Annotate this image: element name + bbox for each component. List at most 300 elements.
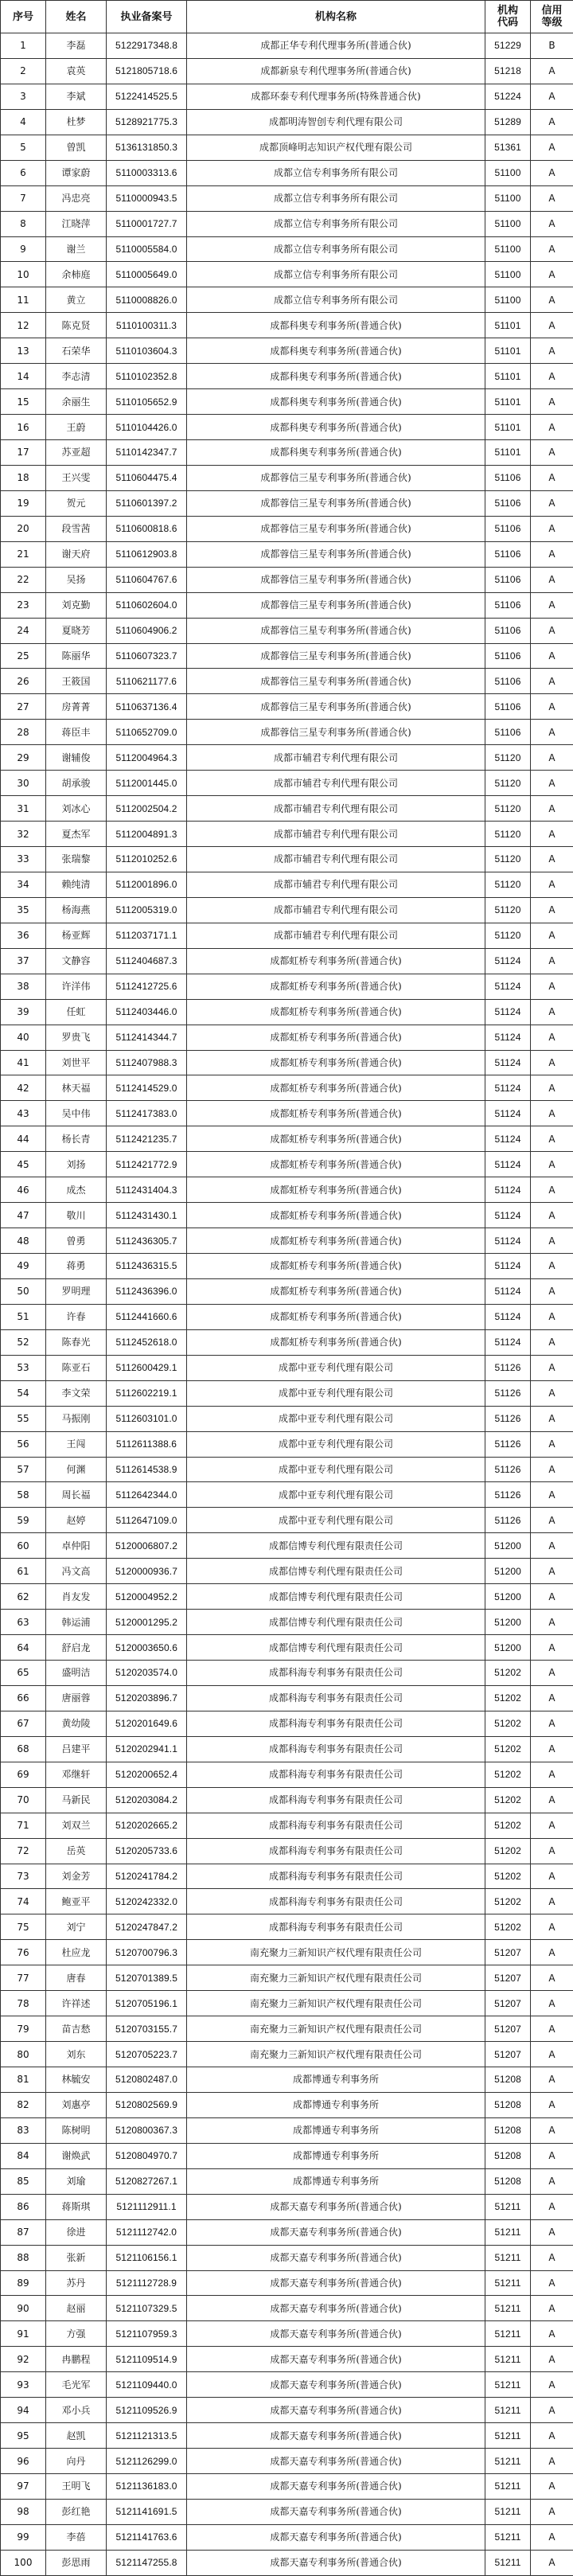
institution-name: 成都科奥专利事务所(普通合伙) [187,415,485,440]
table-row [1,1940,573,1965]
agent-name: 冯忠亮 [46,185,107,211]
institution-name: 成都天嘉专利事务所(普通合伙) [187,2449,485,2474]
table-row [1,1685,573,1711]
institution-name: 成都中亚专利代理有限公司 [187,1406,485,1431]
row-index: 90 [1,2296,46,2321]
row-index: 98 [1,2499,46,2524]
credit-grade: A [531,720,573,745]
row-index: 50 [1,1278,46,1304]
table-row [1,1203,573,1228]
header-registration-no: 执业备案号 [107,1,187,33]
credit-grade: A [531,287,573,313]
institution-name: 成都天嘉专利事务所(普通合伙) [187,2499,485,2524]
institution-code: 51211 [485,2270,531,2296]
agent-name: 文静容 [46,948,107,974]
row-index: 44 [1,1126,46,1152]
row-index: 47 [1,1203,46,1228]
credit-grade: A [531,2245,573,2270]
institution-name: 成都中亚专利代理有限公司 [187,1431,485,1457]
agent-name: 许春 [46,1304,107,1329]
registration-number: 5112412725.6 [107,974,187,999]
credit-grade: A [531,1355,573,1380]
registration-number: 5112404687.3 [107,948,187,974]
agent-name: 韩运浦 [46,1610,107,1635]
table-row [1,1355,573,1380]
institution-code: 51100 [485,287,531,313]
row-index: 67 [1,1711,46,1736]
credit-grade: A [531,109,573,135]
agent-name: 刘克勤 [46,592,107,618]
agent-name: 吴中伟 [46,1101,107,1126]
registration-number: 5120202665.2 [107,1813,187,1838]
agent-name: 杜应龙 [46,1940,107,1965]
row-index: 21 [1,541,46,567]
institution-name: 成都天嘉专利事务所(普通合伙) [187,2398,485,2423]
institution-code: 51229 [485,33,531,59]
registration-number: 5121107329.5 [107,2296,187,2321]
institution-code: 51120 [485,847,531,872]
institution-code: 51211 [485,2474,531,2500]
row-index: 71 [1,1813,46,1838]
table-row [1,2296,573,2321]
agent-name: 谢兰 [46,236,107,262]
institution-name: 成都博通专利事务所 [187,2143,485,2168]
registration-number: 5112647109.0 [107,1508,187,1533]
row-index: 20 [1,516,46,541]
registration-number: 5121109526.9 [107,2398,187,2423]
agent-name: 杨海燕 [46,897,107,923]
agent-name: 唐丽蓉 [46,1685,107,1711]
institution-name: 成都天嘉专利事务所(普通合伙) [187,2194,485,2219]
credit-grade: A [531,541,573,567]
row-index: 40 [1,1025,46,1050]
agent-name: 周长福 [46,1482,107,1508]
institution-name: 成都虹桥专利事务所(普通合伙) [187,1203,485,1228]
institution-name: 成都虹桥专利事务所(普通合伙) [187,974,485,999]
header-index: 序号 [1,1,46,33]
institution-name: 成都蓉信三星专利事务所(普通合伙) [187,592,485,618]
table-row [1,2219,573,2245]
institution-name: 成都市辅君专利代理有限公司 [187,872,485,897]
row-index: 57 [1,1457,46,1482]
registration-number: 5120700796.3 [107,1940,187,1965]
registration-number: 5120705196.1 [107,1991,187,2016]
institution-name: 成都中亚专利代理有限公司 [187,1508,485,1533]
table-row [1,2499,573,2524]
credit-grade: A [531,897,573,923]
credit-grade: A [531,2016,573,2042]
institution-name: 成都市辅君专利代理有限公司 [187,822,485,847]
agent-name: 敬川 [46,1203,107,1228]
table-row [1,2524,573,2550]
table-row [1,1736,573,1762]
institution-code: 51120 [485,745,531,771]
institution-name: 成都立信专利事务所有限公司 [187,160,485,185]
registration-number: 5121112911.1 [107,2194,187,2219]
credit-grade: A [531,1635,573,1661]
table-row [1,516,573,541]
row-index: 1 [1,33,46,59]
institution-code: 51218 [485,58,531,84]
row-index: 48 [1,1228,46,1254]
agent-name: 陈克贤 [46,313,107,338]
table-row [1,1508,573,1533]
registration-number: 5120705223.7 [107,2042,187,2067]
registration-number: 5121109514.9 [107,2347,187,2372]
registration-number: 5120004952.2 [107,1584,187,1610]
credit-grade: A [531,1762,573,1787]
institution-code: 51224 [485,84,531,109]
table-row [1,1457,573,1482]
institution-code: 51200 [485,1533,531,1559]
registration-number: 5112603101.0 [107,1406,187,1431]
agent-name: 杨长青 [46,1126,107,1152]
table-row [1,84,573,109]
table-row [1,389,573,415]
table-row [1,1025,573,1050]
row-index: 14 [1,364,46,389]
institution-name: 成都市辅君专利代理有限公司 [187,897,485,923]
credit-grade: A [531,1965,573,1991]
agent-name: 陈丽华 [46,643,107,669]
agent-name: 赵婷 [46,1508,107,1533]
credit-grade: A [531,1101,573,1126]
agent-name: 赵凯 [46,2423,107,2449]
agent-name: 王明飞 [46,2474,107,2500]
institution-name: 成都科海专利事务有限责任公司 [187,1711,485,1736]
agent-name: 冉鹏程 [46,2347,107,2372]
institution-code: 51101 [485,313,531,338]
table-row [1,541,573,567]
agent-name: 岳英 [46,1838,107,1864]
agent-name: 罗贵飞 [46,1025,107,1050]
table-row [1,1991,573,2016]
registration-number: 5110001727.7 [107,211,187,236]
credit-grade: A [531,2347,573,2372]
registration-number: 5112452618.0 [107,1329,187,1355]
row-index: 41 [1,1050,46,1075]
agent-name: 成杰 [46,1177,107,1203]
row-index: 9 [1,236,46,262]
registration-number: 5120247847.2 [107,1914,187,1940]
agent-name: 任虹 [46,999,107,1025]
agent-name: 唐春 [46,1965,107,1991]
registration-number: 5110000943.5 [107,185,187,211]
institution-code: 51211 [485,2524,531,2550]
institution-name: 成都市辅君专利代理有限公司 [187,771,485,796]
agent-name: 余丽生 [46,389,107,415]
institution-code: 51202 [485,1838,531,1864]
row-index: 30 [1,771,46,796]
row-index: 76 [1,1940,46,1965]
agent-name: 房菁菁 [46,694,107,720]
registration-number: 5112421772.9 [107,1152,187,1177]
row-index: 46 [1,1177,46,1203]
institution-name: 成都蓉信三星专利事务所(普通合伙) [187,490,485,516]
credit-grade: A [531,160,573,185]
institution-name: 成都明涛智创专利代理有限公司 [187,109,485,135]
registration-number: 5121109440.0 [107,2372,187,2398]
institution-code: 51100 [485,185,531,211]
agent-name: 赵丽 [46,2296,107,2321]
credit-grade: A [531,567,573,592]
registration-number: 5110600818.6 [107,516,187,541]
credit-grade: A [531,1508,573,1533]
table-row [1,1661,573,1686]
agent-name: 谢天府 [46,541,107,567]
table-row [1,567,573,592]
header-institution-code [485,1,531,33]
institution-code: 51200 [485,1635,531,1661]
credit-grade: A [531,1177,573,1203]
credit-grade: A [531,2270,573,2296]
row-index: 38 [1,974,46,999]
credit-grade: A [531,1787,573,1813]
table-row [1,1228,573,1254]
credit-grade: A [531,313,573,338]
row-index: 8 [1,211,46,236]
registration-number: 5112037171.1 [107,923,187,948]
table-row [1,2168,573,2194]
table-row [1,643,573,669]
credit-grade: A [531,2372,573,2398]
registration-number: 5120701389.5 [107,1965,187,1991]
institution-name: 成都蓉信三星专利事务所(普通合伙) [187,643,485,669]
credit-grade: A [531,262,573,287]
agent-name: 向丹 [46,2449,107,2474]
agent-name: 林天福 [46,1075,107,1101]
table-row [1,1406,573,1431]
credit-grade: A [531,2398,573,2423]
institution-name: 成都虹桥专利事务所(普通合伙) [187,1126,485,1152]
institution-name: 成都中亚专利代理有限公司 [187,1380,485,1406]
institution-name: 成都天嘉专利事务所(普通合伙) [187,2347,485,2372]
row-index: 55 [1,1406,46,1431]
institution-name: 成都信博专利代理有限责任公司 [187,1610,485,1635]
institution-code: 51208 [485,2143,531,2168]
credit-grade: A [531,2423,573,2449]
registration-number: 5112002504.2 [107,796,187,822]
institution-name: 成都天嘉专利事务所(普通合伙) [187,2219,485,2245]
institution-name: 成都虹桥专利事务所(普通合伙) [187,1075,485,1101]
row-index: 61 [1,1559,46,1584]
institution-name: 成都虹桥专利事务所(普通合伙) [187,1278,485,1304]
credit-grade: A [531,1482,573,1508]
row-index: 32 [1,822,46,847]
header-code-line2: 代码 [487,17,528,29]
agent-name: 马振刚 [46,1406,107,1431]
credit-grade: A [531,1380,573,1406]
row-index: 58 [1,1482,46,1508]
row-index: 74 [1,1889,46,1914]
institution-name: 成都科奥专利事务所(普通合伙) [187,313,485,338]
row-index: 3 [1,84,46,109]
registration-number: 5120203574.0 [107,1661,187,1686]
table-row [1,2372,573,2398]
institution-code: 51207 [485,2042,531,2067]
registration-number: 5110142347.7 [107,440,187,466]
institution-code: 51202 [485,1762,531,1787]
institution-code: 51211 [485,2321,531,2347]
row-index: 93 [1,2372,46,2398]
row-index: 29 [1,745,46,771]
agent-name: 罗明理 [46,1278,107,1304]
row-index: 81 [1,2067,46,2093]
institution-name: 成都市辅君专利代理有限公司 [187,847,485,872]
registration-number: 5110008826.0 [107,287,187,313]
registration-number: 5112001896.0 [107,872,187,897]
table-row [1,415,573,440]
registration-number: 5112600429.1 [107,1355,187,1380]
institution-code: 51101 [485,440,531,466]
agent-name: 李磊 [46,33,107,59]
registration-number: 5112436305.7 [107,1228,187,1254]
agent-name: 刘惠亭 [46,2092,107,2117]
credit-grade: A [531,440,573,466]
registration-number: 5121141763.6 [107,2524,187,2550]
institution-name: 成都科奥专利事务所(普通合伙) [187,389,485,415]
row-index: 88 [1,2245,46,2270]
table-row [1,490,573,516]
row-index: 5 [1,135,46,160]
registration-number: 5112010252.6 [107,847,187,872]
registration-number: 5112431430.1 [107,1203,187,1228]
row-index: 11 [1,287,46,313]
credit-grade: A [531,822,573,847]
table-row [1,2321,573,2347]
table-row [1,1431,573,1457]
institution-code: 51124 [485,1177,531,1203]
row-index: 99 [1,2524,46,2550]
institution-code: 51124 [485,999,531,1025]
row-index: 31 [1,796,46,822]
agent-name: 谢焕武 [46,2143,107,2168]
institution-name: 成都虹桥专利事务所(普通合伙) [187,1228,485,1254]
agent-name: 刘冰心 [46,796,107,822]
institution-name: 成都博通专利事务所 [187,2168,485,2194]
registration-number: 5112436315.5 [107,1254,187,1279]
row-index: 7 [1,185,46,211]
institution-name: 成都虹桥专利事务所(普通合伙) [187,1177,485,1203]
row-index: 62 [1,1584,46,1610]
institution-name: 成都科海专利事务有限责任公司 [187,1661,485,1686]
table-row [1,2245,573,2270]
institution-code: 51124 [485,1304,531,1329]
registration-number: 5112407988.3 [107,1050,187,1075]
registration-number: 5112642344.0 [107,1482,187,1508]
table-row [1,313,573,338]
agent-name: 吕建平 [46,1736,107,1762]
institution-code: 51106 [485,541,531,567]
credit-grade: A [531,2524,573,2550]
credit-grade: A [531,1329,573,1355]
credit-grade: A [531,618,573,643]
credit-grade: A [531,1126,573,1152]
credit-grade: A [531,1584,573,1610]
institution-code: 51211 [485,2372,531,2398]
institution-name: 成都虹桥专利事务所(普通合伙) [187,999,485,1025]
institution-code: 51124 [485,948,531,974]
table-row [1,1889,573,1914]
credit-grade: A [531,771,573,796]
table-row [1,618,573,643]
credit-grade: A [531,2194,573,2219]
registration-number: 5112441660.6 [107,1304,187,1329]
registration-number: 5120006807.2 [107,1533,187,1559]
table-row [1,720,573,745]
registration-number: 5121126299.0 [107,2449,187,2474]
institution-code: 51211 [485,2550,531,2575]
credit-grade: A [531,338,573,364]
registration-number: 5110607323.7 [107,643,187,669]
agent-name: 黄立 [46,287,107,313]
table-row [1,1152,573,1177]
row-index: 26 [1,669,46,694]
table-row [1,160,573,185]
institution-code: 51101 [485,415,531,440]
institution-name: 成都天嘉专利事务所(普通合伙) [187,2372,485,2398]
row-index: 80 [1,2042,46,2067]
header-row [1,1,573,33]
agent-name: 陈树明 [46,2117,107,2143]
agent-name: 盛明洁 [46,1661,107,1686]
table-row [1,2067,573,2093]
registration-number: 5121136183.0 [107,2474,187,2500]
agent-name: 石荣华 [46,338,107,364]
institution-name: 成都科海专利事务有限责任公司 [187,1787,485,1813]
table-row [1,2423,573,2449]
institution-code: 51202 [485,1685,531,1711]
row-index: 69 [1,1762,46,1787]
institution-code: 51106 [485,669,531,694]
table-row [1,1482,573,1508]
institution-code: 51202 [485,1889,531,1914]
institution-code: 51126 [485,1380,531,1406]
agent-name: 刘宁 [46,1914,107,1940]
institution-name: 成都蓉信三星专利事务所(普通合伙) [187,567,485,592]
credit-grade: A [531,2474,573,2500]
registration-number: 5110612903.8 [107,541,187,567]
table-row [1,440,573,466]
row-index: 17 [1,440,46,466]
registration-number: 5122917348.8 [107,33,187,59]
institution-code: 51211 [485,2219,531,2245]
agent-name: 段雪茜 [46,516,107,541]
table-row [1,185,573,211]
institution-name: 南充聚力三新知识产权代理有限责任公司 [187,1965,485,1991]
row-index: 64 [1,1635,46,1661]
table-row [1,872,573,897]
institution-name: 成都蓉信三星专利事务所(普通合伙) [187,669,485,694]
table-row [1,923,573,948]
table-row [1,1278,573,1304]
registration-number: 5120703155.7 [107,2016,187,2042]
agent-name: 谭家蔚 [46,160,107,185]
institution-code: 51106 [485,567,531,592]
credit-grade: A [531,58,573,84]
table-row [1,262,573,287]
row-index: 91 [1,2321,46,2347]
registration-number: 5120201649.6 [107,1711,187,1736]
credit-grade: A [531,669,573,694]
institution-name: 成都天嘉专利事务所(普通合伙) [187,2423,485,2449]
agent-name: 谢辅俊 [46,745,107,771]
institution-name: 成都天嘉专利事务所(普通合伙) [187,2270,485,2296]
agent-name: 毛光军 [46,2372,107,2398]
table-row [1,1304,573,1329]
row-index: 53 [1,1355,46,1380]
institution-name: 成都科海专利事务有限责任公司 [187,1813,485,1838]
